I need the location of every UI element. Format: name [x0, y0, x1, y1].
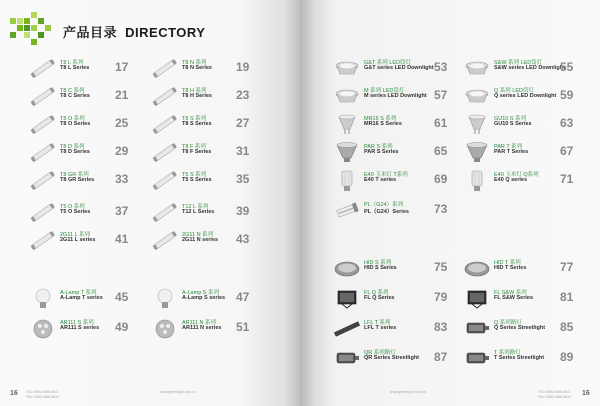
toc-entry[interactable] [152, 202, 250, 226]
entry-name-en: T12 L Series [182, 209, 215, 215]
entry-name-en: T8 L Series [60, 65, 90, 71]
entry-page-number: 25 [115, 116, 129, 130]
tube-icon [152, 142, 178, 164]
entry-page-number: 83 [434, 320, 448, 334]
toc-entry[interactable] [30, 142, 129, 166]
toc-entry[interactable] [152, 170, 250, 194]
entry-name-en: FL Q Series [364, 295, 395, 301]
tube-icon [30, 230, 56, 252]
right-footer [300, 386, 600, 406]
entry-page-number: 77 [560, 260, 574, 274]
pl-icon [334, 200, 360, 222]
entry-name-cn: S&W 系列 LED筒灯 [494, 60, 543, 66]
entry-name-en: HID T Series [494, 265, 527, 271]
entry-name-en: A-Lamp S series [182, 295, 226, 301]
entry-page-number: 81 [560, 290, 574, 304]
tube-icon [30, 142, 56, 164]
toc-entry[interactable] [334, 58, 448, 82]
entry-name-en: Q Series Streetlight [494, 325, 546, 331]
entry-name-cn: T8 C 系列 [60, 88, 85, 94]
toc-entry[interactable] [464, 288, 574, 312]
entry-page-number: 47 [236, 290, 250, 304]
entry-name-en: GU10 S Series [494, 121, 532, 127]
tube-icon [152, 114, 178, 136]
entry-name-en: G&T series LED Downlight [364, 65, 434, 71]
entry-name-en: 2G11 L series [60, 237, 96, 243]
entry-name-cn: T12 L 系列 [182, 204, 209, 210]
toc-entry[interactable] [334, 318, 448, 342]
entry-page-number: 69 [434, 172, 448, 186]
entry-name-cn: A-Lamp T 系列 [60, 290, 97, 296]
title-cn: 产品目录 [63, 25, 118, 40]
entry-page-number: 23 [236, 88, 250, 102]
right-page [300, 0, 600, 406]
entry-name-cn: FL S&W 系列 [494, 290, 527, 296]
entry-page-number: 43 [236, 232, 250, 246]
spotlight-icon [30, 318, 56, 340]
entry-name-cn: Q 系列 LED筒灯 [494, 88, 535, 94]
tube-icon [152, 202, 178, 224]
tube-icon [30, 114, 56, 136]
streetlight-icon [464, 318, 490, 340]
entry-name-cn: 2G11 L 系列 [60, 232, 90, 238]
toc-entry[interactable] [152, 86, 250, 110]
downlight-icon [464, 86, 490, 108]
entry-name-cn: T8 L 系列 [60, 60, 84, 66]
entry-name-cn: PL（G24）系列 [364, 202, 404, 208]
tube-icon [30, 58, 56, 80]
toc-entry[interactable] [334, 200, 448, 224]
hid-icon [334, 258, 360, 280]
entry-page-number: 33 [115, 172, 129, 186]
entry-name-en: QR Series Streetlight [364, 355, 420, 361]
entry-name-en: T8 O Series [60, 121, 91, 127]
entry-name-cn: PAR S 系列 [364, 144, 393, 150]
entry-page-number: 71 [560, 172, 574, 186]
entry-page-number: 87 [434, 350, 448, 364]
toc-entry[interactable] [30, 318, 129, 342]
linear-icon [334, 318, 360, 340]
entry-name-cn: 2G11 N 系列 [182, 232, 214, 238]
tube-icon [152, 170, 178, 192]
entry-page-number: 45 [115, 290, 129, 304]
entry-page-number: 65 [434, 144, 448, 158]
entry-page-number: 75 [434, 260, 448, 274]
left-footer [0, 386, 300, 406]
corn-icon [334, 170, 360, 192]
entry-page-number: 63 [560, 116, 574, 130]
entry-name-cn: HID T 系列 [494, 260, 521, 266]
streetlight-icon [334, 348, 360, 370]
entry-name-cn: T8 O 系列 [60, 116, 85, 122]
entry-name-cn: GU10 S 系列 [494, 116, 527, 122]
entry-name-cn: T8 F 系列 [182, 144, 206, 150]
toc-entry[interactable] [152, 288, 250, 312]
toc-entry[interactable] [334, 258, 448, 282]
entry-name-cn: Q 系列路灯 [494, 320, 522, 326]
downlight-icon [464, 58, 490, 80]
entry-name-en: AR111 S series [60, 325, 100, 331]
entry-page-number: 31 [236, 144, 250, 158]
entry-page-number: 37 [115, 204, 129, 218]
entry-page-number: 89 [560, 350, 574, 364]
entry-name-cn: FL Q 系列 [364, 290, 389, 296]
toc-entry[interactable] [152, 318, 250, 342]
footer-website: www.greenlight.com.cn [160, 390, 196, 394]
entry-name-en: A-Lamp T series [60, 295, 103, 301]
entry-name-en: Q series LED Downlight [494, 93, 557, 99]
entry-name-en: HID S Series [364, 265, 397, 271]
entry-name-en: T8 S Series [182, 121, 212, 127]
entry-page-number: 53 [434, 60, 448, 74]
page-title [63, 22, 205, 41]
entry-page-number: 21 [115, 88, 129, 102]
entry-name-en: T8 N Series [182, 65, 212, 71]
bulb-icon [152, 288, 178, 310]
entry-name-cn: T5 O 系列 [60, 204, 85, 210]
entry-name-cn: AR111 N 系列 [182, 320, 217, 326]
floodlight-icon [334, 288, 360, 310]
entry-name-cn: T5 S 系列 [182, 172, 207, 178]
toc-entry[interactable] [152, 230, 250, 254]
entry-name-cn: T8 H 系列 [182, 88, 207, 94]
entry-page-number: 35 [236, 172, 250, 186]
entry-name-cn: T8 D 系列 [60, 144, 85, 150]
entry-page-number: 49 [115, 320, 129, 334]
entry-name-cn: HID S 系列 [364, 260, 392, 266]
entry-page-number: 51 [236, 320, 250, 334]
toc-entry[interactable] [464, 86, 574, 110]
par-icon [334, 142, 360, 164]
tube-icon [152, 86, 178, 108]
brand-logo-squares [10, 12, 52, 50]
toc-entry[interactable] [30, 230, 129, 254]
title-en: DIRECTORY [125, 25, 206, 40]
toc-entry[interactable] [152, 142, 250, 166]
toc-entry[interactable] [30, 58, 129, 82]
toc-entry[interactable] [30, 170, 129, 194]
toc-entry[interactable] [334, 86, 448, 110]
entry-name-cn: M 系列 LED筒灯 [364, 88, 405, 94]
book-gutter [285, 0, 315, 406]
entry-name-en: T8 D Series [60, 149, 90, 155]
toc-entry[interactable] [334, 142, 448, 166]
entry-name-en: E40 T series [364, 177, 397, 183]
toc-entry[interactable] [464, 318, 574, 342]
toc-entry[interactable] [464, 142, 574, 166]
entry-name-en: PL（G24）Series [364, 209, 409, 215]
entry-page-number: 57 [434, 88, 448, 102]
entry-name-en: T8 C Series [60, 93, 90, 99]
bulb-icon [30, 288, 56, 310]
toc-entry[interactable] [464, 170, 574, 194]
entry-name-cn: T8 GR 系列 [60, 172, 89, 178]
entry-name-cn: T 系列路灯 [494, 350, 521, 356]
toc-entry[interactable] [334, 170, 448, 194]
entry-name-en: T8 H Series [182, 93, 212, 99]
hid-icon [464, 258, 490, 280]
toc-entry[interactable] [152, 114, 250, 138]
entry-page-number: 61 [434, 116, 448, 130]
entry-page-number: 29 [115, 144, 129, 158]
entry-name-en: T5 S Series [182, 177, 212, 183]
tube-icon [152, 230, 178, 252]
entry-page-number: 67 [560, 144, 574, 158]
spotlight-icon [152, 318, 178, 340]
entry-name-en: M series LED Downlight [364, 93, 427, 99]
entry-name-cn: T8 N 系列 [182, 60, 207, 66]
toc-entry[interactable] [464, 258, 574, 282]
entry-name-cn: AR111 S 系列 [60, 320, 94, 326]
floodlight-icon [464, 288, 490, 310]
entry-name-en: MR16 S Series [364, 121, 402, 127]
entry-name-en: T8 F Series [182, 149, 212, 155]
entry-page-number: 17 [115, 60, 129, 74]
entry-page-number: 59 [560, 88, 574, 102]
entry-name-en: 2G11 N series [182, 237, 219, 243]
toc-entry[interactable] [334, 348, 448, 372]
toc-entry[interactable] [30, 114, 129, 138]
entry-page-number: 55 [560, 60, 574, 74]
page-number: 16 [582, 390, 590, 397]
toc-entry[interactable] [334, 288, 448, 312]
entry-name-cn: E40 玉米灯 Q系列 [494, 172, 539, 178]
toc-entry[interactable] [152, 58, 250, 82]
toc-entry[interactable] [464, 58, 574, 82]
corn-icon [464, 170, 490, 192]
entry-page-number: 39 [236, 204, 250, 218]
mr16-icon [464, 114, 490, 136]
entry-name-cn: T8 S 系列 [182, 116, 207, 122]
entry-page-number: 27 [236, 116, 250, 130]
entry-page-number: 41 [115, 232, 129, 246]
mr16-icon [334, 114, 360, 136]
entry-name-en: PAR T Series [494, 149, 529, 155]
tube-icon [152, 58, 178, 80]
entry-name-en: T Series Streetlight [494, 355, 545, 361]
entry-name-en: S&W series LED Downlight [494, 65, 565, 71]
footer-contact: TEL 0086-0668-8611 FAX 0086-0668-8612 [538, 390, 572, 399]
page-number: 16 [10, 390, 18, 397]
downlight-icon [334, 86, 360, 108]
toc-entry[interactable] [30, 288, 129, 312]
entry-name-cn: LFL T 系列 [364, 320, 391, 326]
entry-page-number: 73 [434, 202, 448, 216]
entry-page-number: 79 [434, 290, 448, 304]
tube-icon [30, 86, 56, 108]
toc-entry[interactable] [464, 348, 574, 372]
tube-icon [30, 170, 56, 192]
entry-page-number: 85 [560, 320, 574, 334]
par-icon [464, 142, 490, 164]
toc-entry[interactable] [464, 114, 574, 138]
toc-entry[interactable] [30, 86, 129, 110]
toc-entry[interactable] [30, 202, 129, 226]
footer-contact: TEL 0086-0668-8611 FAX 0086-0668-8612 [26, 390, 60, 399]
entry-name-cn: MR16 S 系列 [364, 116, 397, 122]
footer-website: www.greenlight.com.cn [390, 390, 426, 394]
entry-name-en: LFL T series [364, 325, 397, 331]
entry-name-en: T8 GR Series [60, 177, 95, 183]
entry-name-en: AR111 N series [182, 325, 222, 331]
entry-name-cn: A-Lamp S 系列 [182, 290, 219, 296]
entry-name-cn: E40 玉米灯 T系列 [364, 172, 408, 178]
tube-icon [30, 202, 56, 224]
entry-name-cn: PAR T 系列 [494, 144, 523, 150]
entry-name-cn: G&T 系列 LED筒灯 [364, 60, 411, 66]
entry-name-en: E40 Q series [494, 177, 528, 183]
entry-name-cn: QR 系列路灯 [364, 350, 396, 356]
downlight-icon [334, 58, 360, 80]
toc-entry[interactable] [334, 114, 448, 138]
entry-name-en: PAR S Series [364, 149, 399, 155]
entry-name-en: T5 O Series [60, 209, 91, 215]
entry-page-number: 19 [236, 60, 250, 74]
streetlight-icon [464, 348, 490, 370]
entry-name-en: FL S&W Series [494, 295, 534, 301]
